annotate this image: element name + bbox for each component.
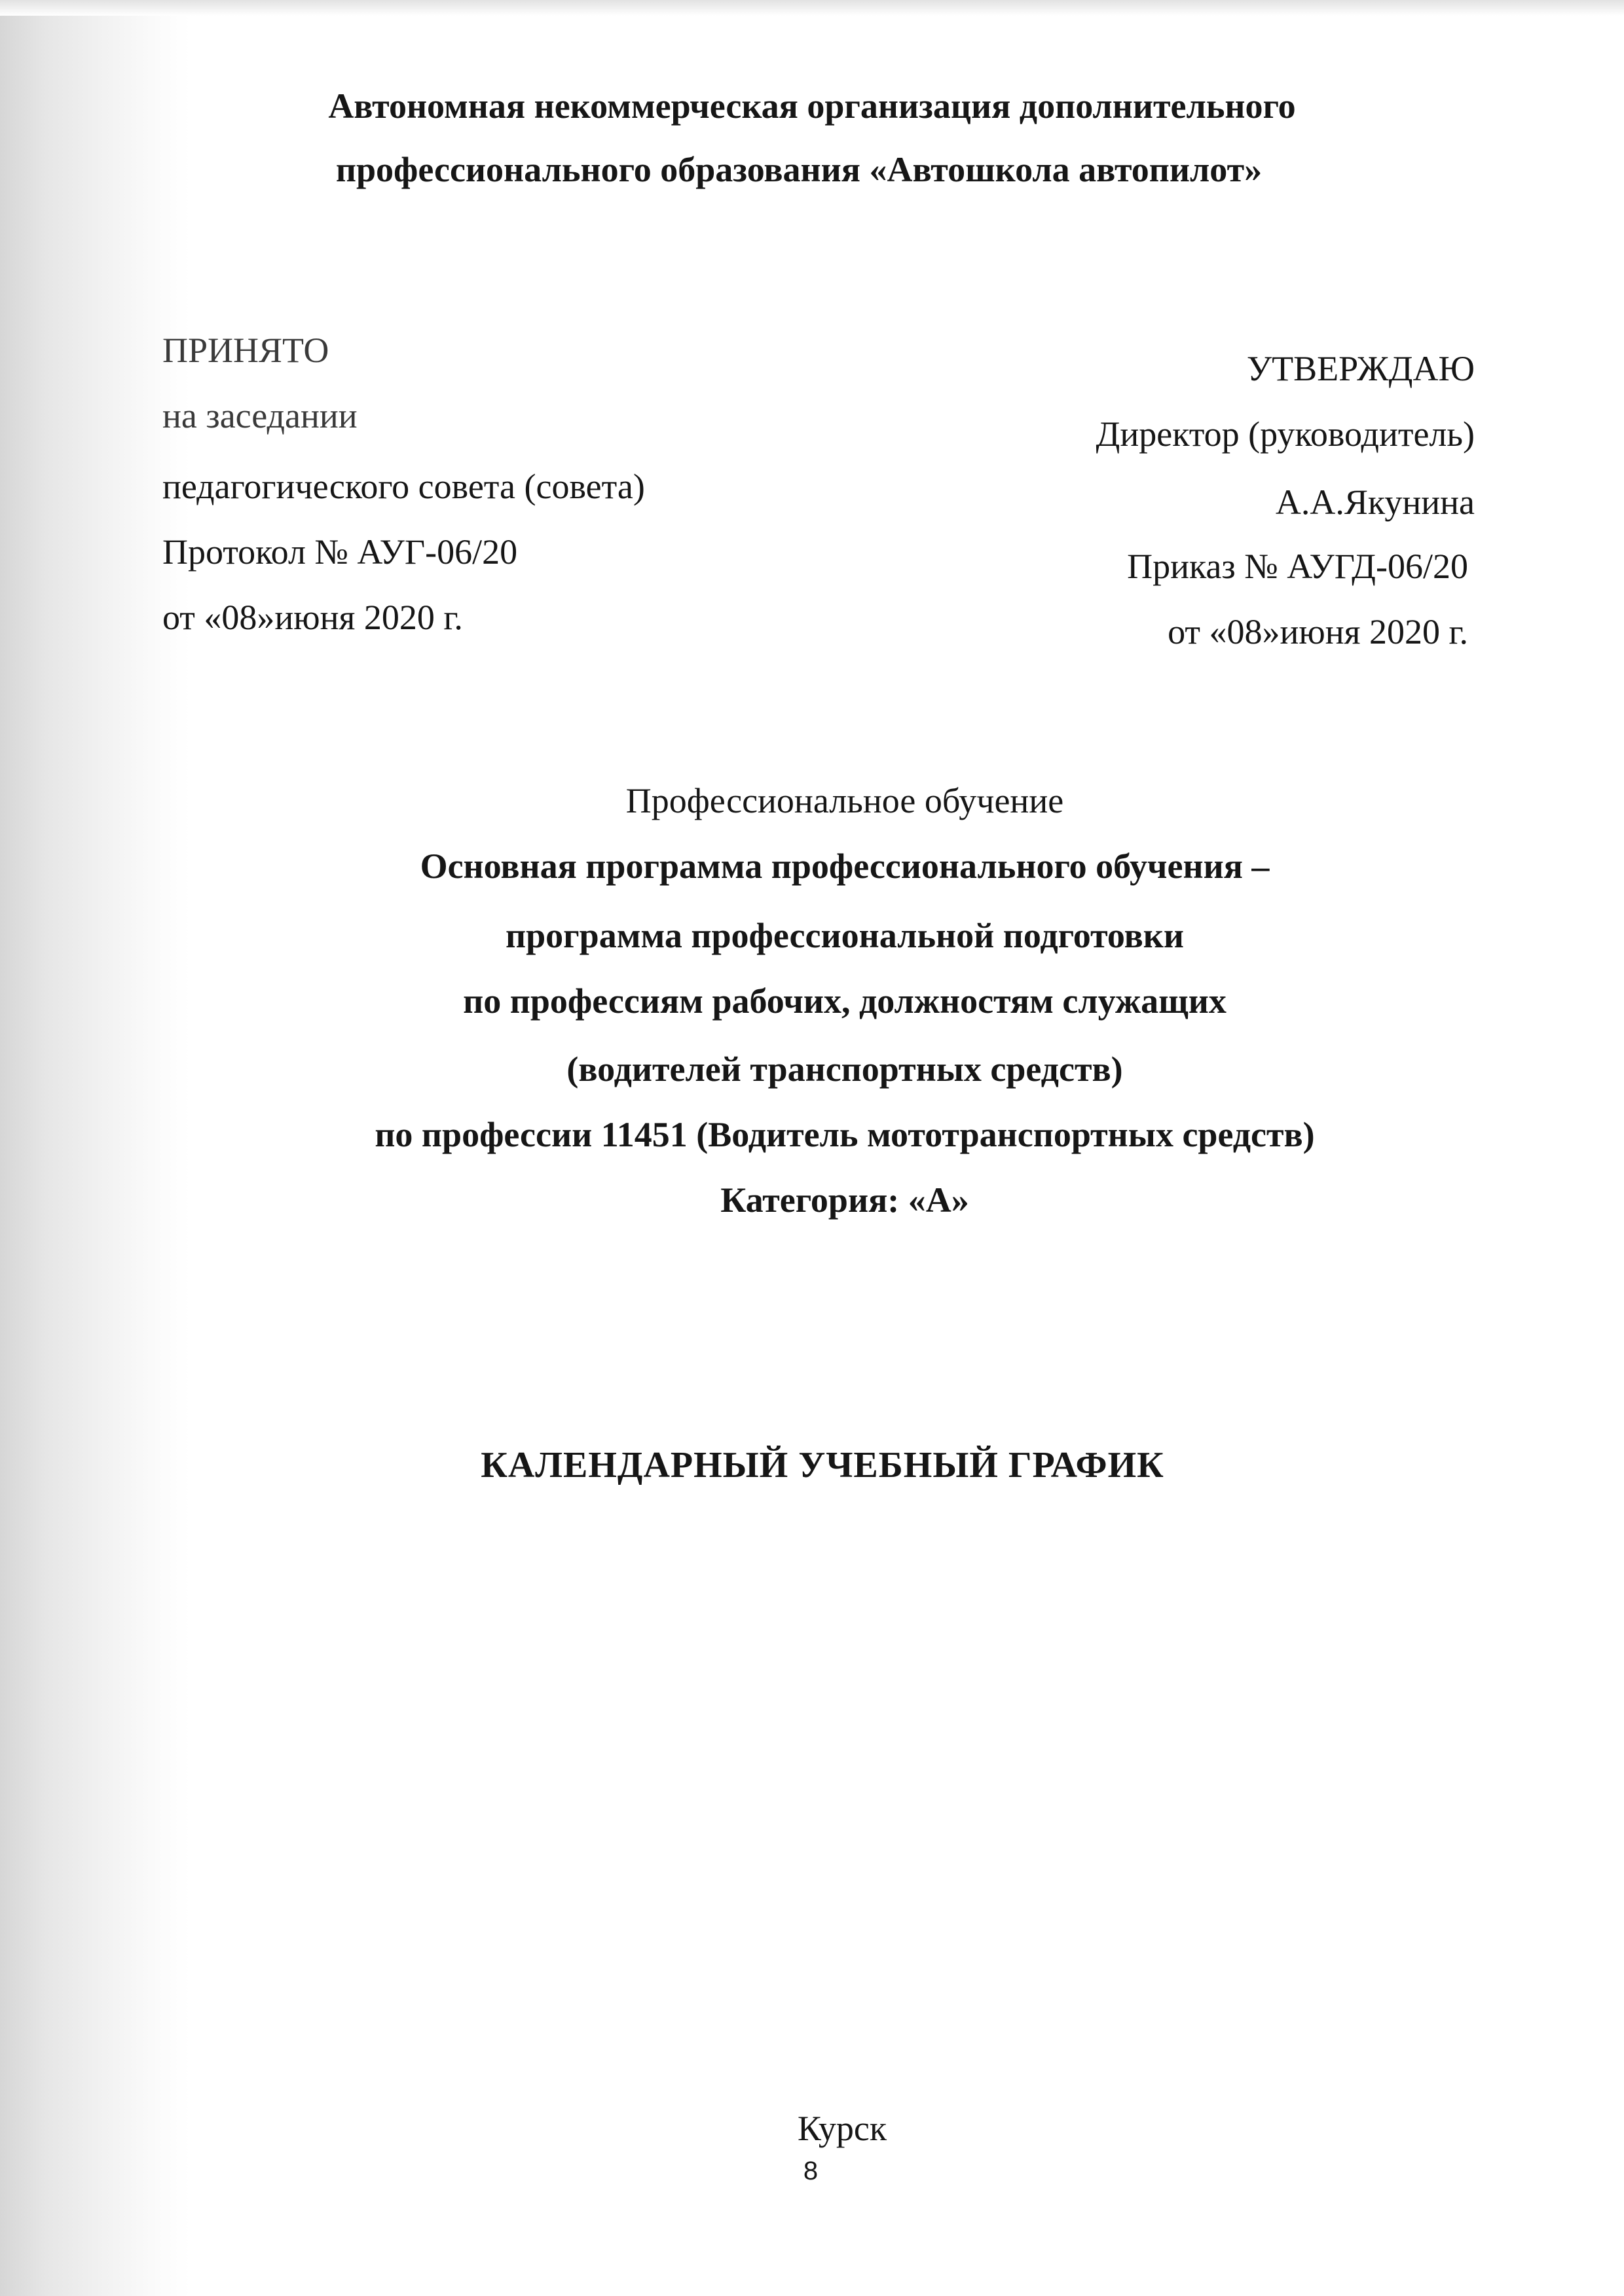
approved-title: УТВЕРЖДАЮ — [1246, 349, 1475, 388]
accepted-protocol: Протокол № АУГ-06/20 — [162, 532, 518, 572]
org-name-line-2: профессионального образования «Автошкола автопилот» — [335, 150, 1263, 189]
accepted-date: от «08»июня 2020 г. — [162, 598, 463, 637]
approved-position: Директор (руководитель) — [1096, 414, 1475, 454]
city: Курск — [797, 2109, 887, 2148]
approved-order: Приказ № АУГД-06/20 — [1127, 547, 1468, 586]
scan-top-edge — [0, 0, 1624, 16]
program-line-4: (водителей транспортных средств) — [566, 1049, 1123, 1089]
program-line-5: по профессии 11451 (Водитель мототранспортных средств) — [375, 1115, 1315, 1154]
program-line-3: по профессиям рабочих, должностям служащих — [463, 981, 1227, 1021]
accepted-line-1: на заседании — [162, 396, 358, 435]
document-title: КАЛЕНДАРНЫЙ УЧЕБНЫЙ ГРАФИК — [481, 1445, 1164, 1485]
program-line-2: программа профессиональной подготовки — [506, 916, 1184, 955]
approved-date: от «08»июня 2020 г. — [1168, 612, 1468, 651]
page-number: 8 — [803, 2157, 819, 2185]
program-category: Категория: «А» — [720, 1180, 969, 1220]
accepted-line-2: педагогического совета (совета) — [162, 467, 645, 506]
program-kind: Профессиональное обучение — [625, 781, 1064, 820]
program-line-1: Основная программа профессионального обучения – — [420, 847, 1270, 886]
org-name-line-1: Автономная некоммерческая организация дополнительного — [328, 86, 1296, 126]
approved-name: А.А.Якунина — [1275, 483, 1475, 522]
accepted-title: ПРИНЯТО — [162, 331, 329, 370]
